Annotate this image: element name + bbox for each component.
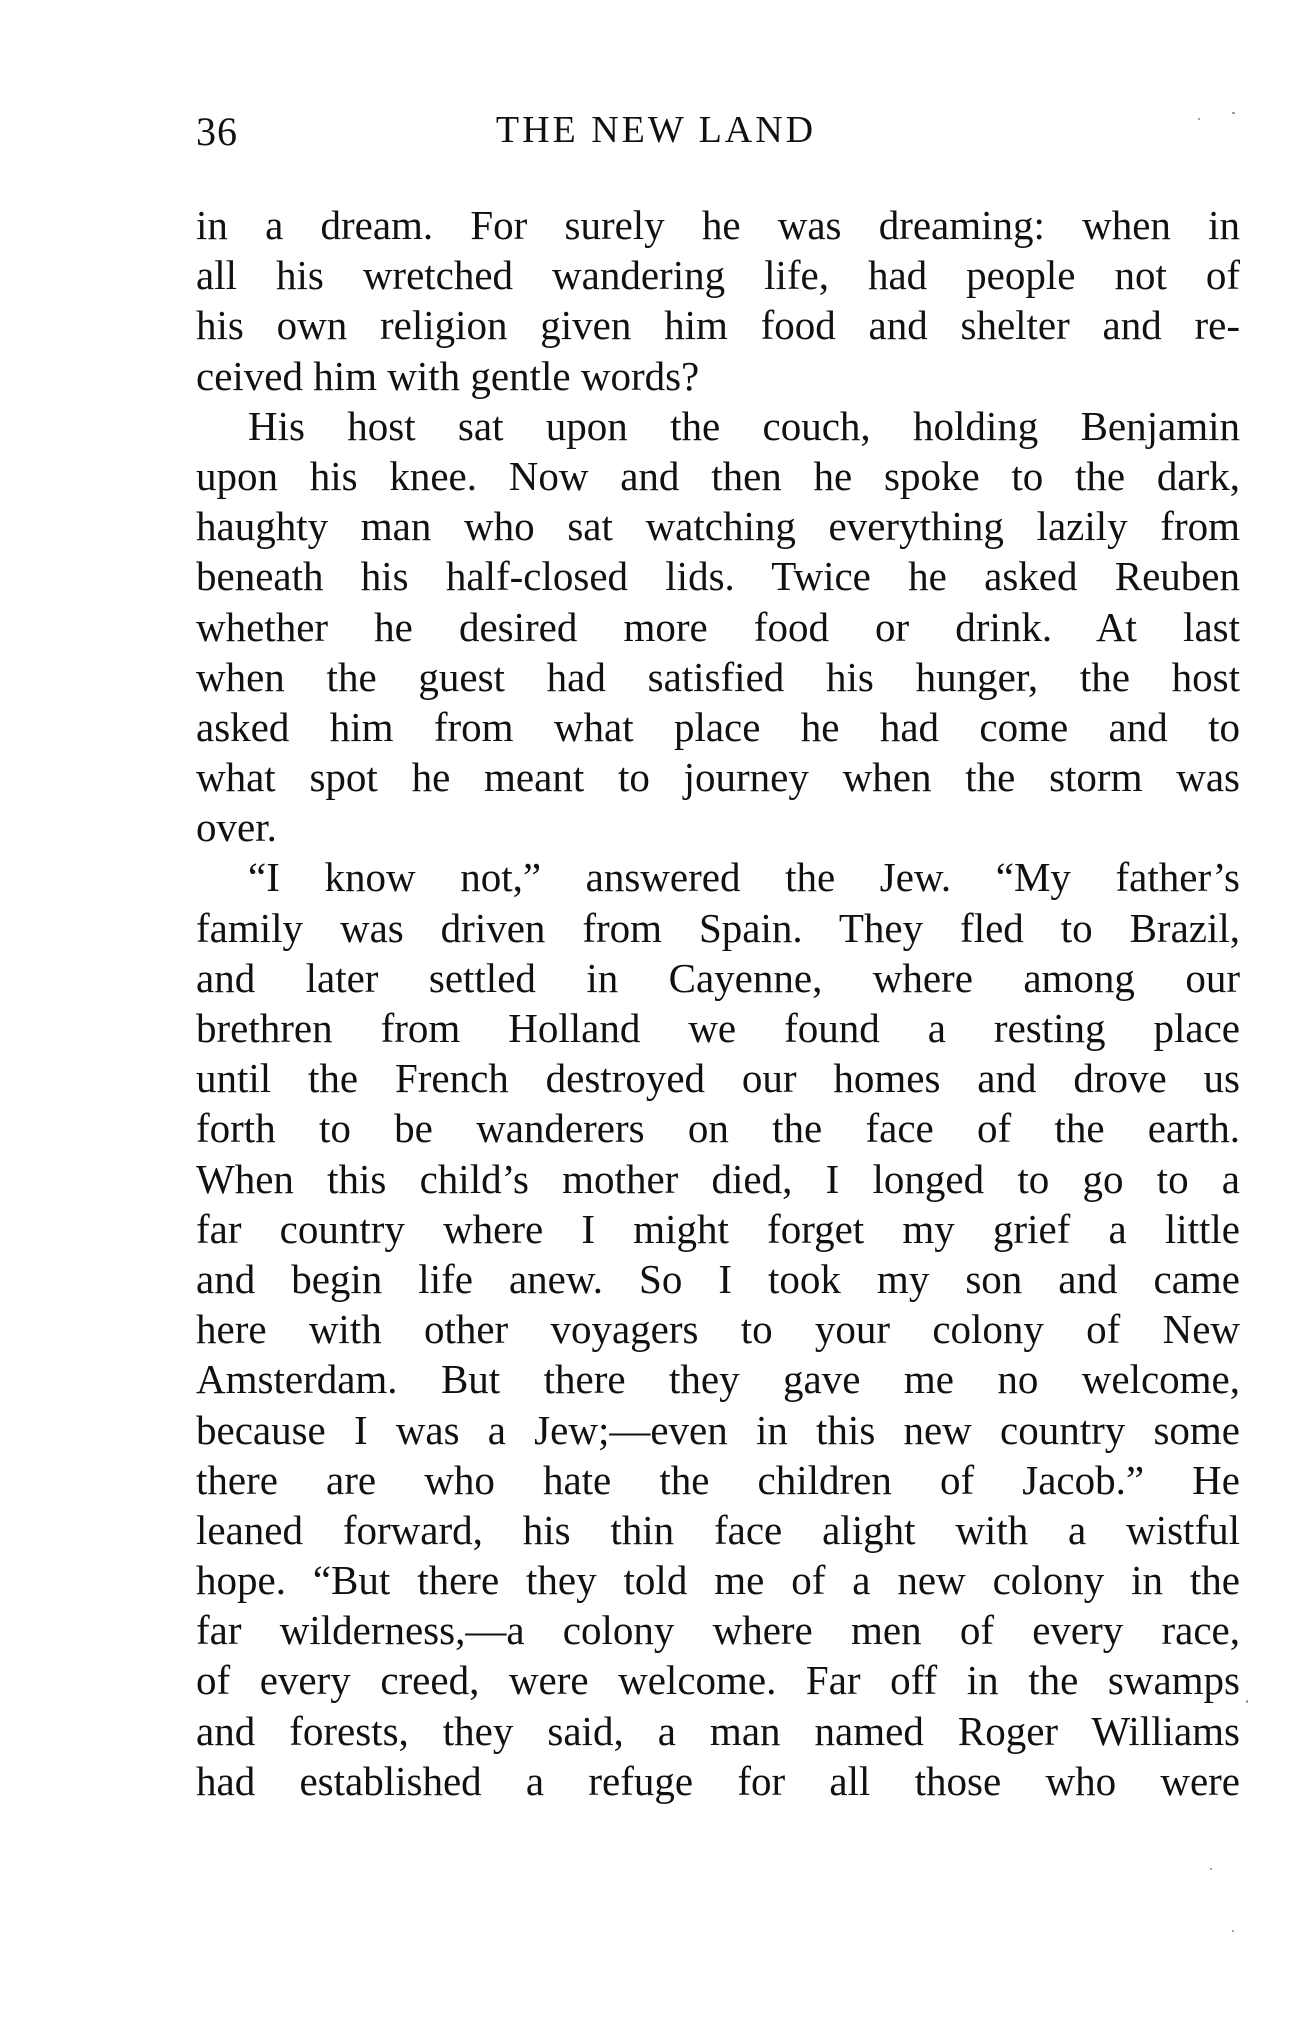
text-line: far country where I might forget my grief a little [196, 1205, 1240, 1252]
scan-speck [1246, 1700, 1248, 1703]
text-line: of every creed, were welcome. Far off in the swamps [196, 1657, 1240, 1704]
text-line: asked him from what place he had come and to [196, 703, 1240, 750]
text-line: haughty man who sat watching everything lazily from [196, 503, 1240, 550]
text-line: His host sat upon the couch, holding Benjamin [248, 402, 1240, 449]
page-number: 36 [196, 109, 238, 154]
scan-speck [1198, 118, 1200, 120]
text-line: all his wretched wandering life, had people not of [196, 252, 1240, 299]
text-line: When this child’s mother died, I longed to go to a [196, 1155, 1240, 1202]
text-line: what spot he meant to journey when the storm was [196, 754, 1240, 801]
text-line: upon his knee. Now and then he spoke to the dark, [196, 452, 1240, 499]
text-line: here with other voyagers to your colony of New [196, 1306, 1240, 1353]
body-text [196, 200, 1240, 1806]
text-line: in a dream. For surely he was dreaming: when in [196, 202, 1240, 248]
text-line: forth to be wanderers on the face of the earth. [196, 1105, 1240, 1152]
text-line: over. [196, 804, 277, 851]
scan-speck [1210, 1868, 1212, 1870]
text-line: “I know not,” answered the Jew. “My father’s [248, 854, 1240, 901]
scan-speck [1232, 112, 1235, 114]
text-line: hope. “But there they told me of a new colony in the [196, 1557, 1240, 1604]
text-line: leaned forward, his thin face alight with a wistful [196, 1506, 1240, 1553]
scan-speck [1232, 1930, 1234, 1932]
text-line: and forests, they said, a man named Roger Williams [196, 1707, 1240, 1754]
text-line: brethren from Holland we found a resting place [196, 1005, 1240, 1051]
text-line: until the French destroyed our homes and drove us [196, 1055, 1240, 1102]
text-line: there are who hate the children of Jacob.” He [196, 1456, 1240, 1503]
text-line: his own religion given him food and shelter and re- [196, 302, 1240, 349]
text-line: far wilderness,—a colony where men of every race, [196, 1607, 1240, 1654]
text-line: Amsterdam. But there they gave me no welcome, [196, 1356, 1240, 1403]
text-line: family was driven from Spain. They fled to Brazil, [196, 904, 1240, 951]
text-line: whether he desired more food or drink. At last [196, 603, 1240, 650]
text-line: ceived him with gentle words? [196, 352, 700, 399]
text-line: beneath his half-closed lids. Twice he asked Reuben [196, 553, 1240, 600]
running-head: THE NEW LAND [495, 109, 817, 151]
text-line: and later settled in Cayenne, where among our [196, 954, 1240, 1001]
text-line: had established a refuge for all those who were [196, 1757, 1240, 1804]
page-header [196, 108, 1240, 164]
text-line: when the guest had satisfied his hunger, the host [196, 653, 1240, 700]
text-line: and begin life anew. So I took my son and came [196, 1255, 1240, 1302]
text-line: because I was a Jew;—even in this new country some [196, 1406, 1240, 1453]
